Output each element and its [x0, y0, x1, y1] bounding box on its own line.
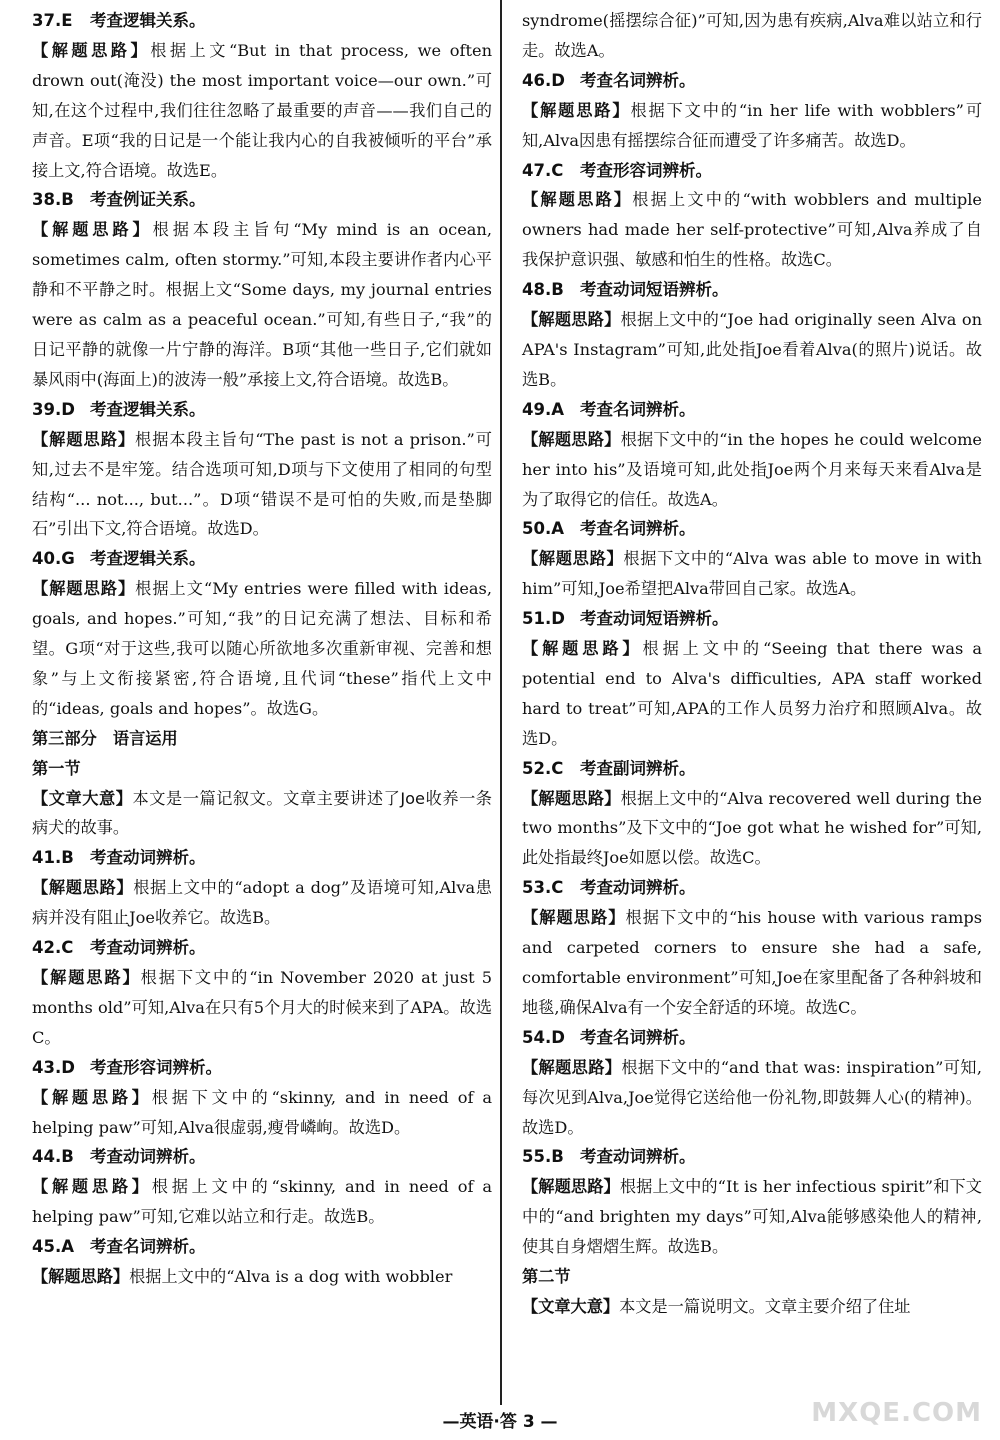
explanation-paragraph — [522, 1053, 982, 1143]
page-footer: —英语·答 3 — — [442, 1412, 558, 1432]
explanation-label: 【解题思路】 — [32, 220, 153, 240]
explanation-label: 【解题思路】 — [522, 429, 621, 449]
explanation-paragraph — [32, 963, 492, 1053]
question-topic: 考查动词辨析。 — [90, 1147, 206, 1167]
question-topic: 考查名词辨析。 — [580, 70, 696, 90]
explanation-label: 【解题思路】 — [32, 40, 151, 60]
explanation-label: 【解题思路】 — [522, 788, 621, 808]
explanation-paragraph — [32, 574, 492, 724]
explanation-label: 【解题思路】 — [522, 190, 633, 210]
explanation-text: 根据上文“My entries were filled with ideas, goals, and hopes.”可知,“我”的日记充满了想法、目标和希望。G项“对于这些,我可以随心所欲地多次重新审视、完善和想象”与上文衔接紧密,符合语境,且代词“these”指代上文中的“ideas, goals and hopes”。故选G。 — [32, 579, 493, 718]
explanation-text: 根据上文中的“with wobblers and multiple owners had made her self-protective”可知,Alva养成了自我保护意识强、敏感和怕生的性格。故选C。 — [522, 190, 983, 270]
question-topic: 考查名词辨析。 — [580, 399, 696, 419]
column-divider — [500, 0, 502, 1405]
question-topic: 考查名词辨析。 — [580, 519, 696, 539]
question-heading — [32, 544, 492, 574]
explanation-text: 根据上文中的“skinny, and in need of a helping paw”可知,它难以站立和行走。故选B。 — [32, 1177, 492, 1227]
explanation-text: 根据上文中的“Alva is a dog with wobbler — [129, 1267, 453, 1287]
question-heading — [32, 395, 492, 425]
explanation-paragraph — [32, 425, 492, 545]
question-heading — [522, 1142, 982, 1172]
question-heading — [522, 873, 982, 903]
explanation-paragraph — [522, 1172, 982, 1262]
explanation-text: 根据下文中的“in November 2020 at just 5 months old”可知,Alva在只有5个月大的时候来到了APA。故选C。 — [32, 968, 492, 1047]
explanation-text: 本文是一篇说明文。文章主要介绍了住址 — [619, 1296, 911, 1316]
explanation-paragraph — [522, 305, 982, 395]
question-heading — [32, 1142, 492, 1172]
question-heading — [522, 66, 982, 96]
question-topic: 考查动词辨析。 — [580, 1147, 696, 1167]
explanation-paragraph — [522, 903, 982, 1023]
explanation-text: 根据下文中的“and that was: inspiration”可知,每次见到Alva,Joe觉得它送给他一份礼物,即鼓舞人心(的精神)。故选D。 — [522, 1057, 982, 1137]
explanation-text: 根据上文中的“It is her infectious spirit”和下文中的“and brighten my days”可知,Alva能够感染他人的精神,使其自身熠熠生辉。故选B。 — [522, 1177, 982, 1257]
watermark-logo: MXQE.COM — [811, 1398, 982, 1428]
section-heading: 第二节 — [522, 1267, 571, 1287]
explanation-text: 根据上文中的“Seeing that there was a potential end to Alva's difficulties, APA staff worked hard to treat”可知,APA的工作人员努力治疗和照顾Alva。故选D。 — [522, 639, 983, 748]
explanation-label: 【解题思路】 — [32, 1267, 130, 1287]
question-number: 48.B — [522, 280, 564, 300]
section-heading: 第一节 — [32, 758, 81, 778]
question-number: 37.E — [32, 11, 73, 30]
explanation-text: 根据下文中的“Alva was able to move in with him”可知,Joe希望把Alva带回自己家。故选A。 — [522, 549, 982, 599]
explanation-label: 【解题思路】 — [522, 310, 621, 330]
question-topic: 考查动词短语辨析。 — [580, 280, 729, 300]
question-number: 41.B — [32, 848, 74, 868]
section-heading: 第三部分 语言运用 — [32, 728, 178, 748]
explanation-text: 根据上文中的“Joe had originally seen Alva on APA's Instagram”可知,此处指Joe看着Alva(的照片)说话。故选B。 — [522, 310, 982, 389]
explanation-paragraph — [522, 96, 982, 156]
question-topic: 考查例证关系。 — [90, 190, 206, 210]
explanation-label: 【解题思路】 — [522, 100, 631, 120]
question-number: 43.D — [32, 1057, 75, 1077]
question-heading — [32, 1232, 492, 1262]
question-heading — [522, 1023, 982, 1053]
question-heading — [32, 1053, 492, 1083]
question-number: 40.G — [32, 549, 75, 569]
explanation-label: 【解题思路】 — [32, 968, 141, 987]
question-number: 45.A — [32, 1237, 74, 1257]
question-topic: 考查逻辑关系。 — [90, 549, 206, 569]
explanation-text: 根据下文中的“in her life with wobblers”可知,Alva因患有摇摆综合征而遭受了许多痛苦。故选D。 — [522, 100, 983, 150]
explanation-paragraph — [522, 544, 982, 604]
explanation-label: 【解题思路】 — [522, 549, 624, 569]
explanation-text: syndrome(摇摆综合征)”可知,因为患有疾病,Alva难以站立和行走。故选A。 — [522, 11, 982, 60]
explanation-label: 【解题思路】 — [522, 1057, 622, 1077]
explanation-text: 本文是一篇记叙文。文章主要讲述了Joe收养一条病犬的故事。 — [32, 788, 492, 838]
question-number: 46.D — [522, 70, 565, 90]
question-number: 50.A — [522, 519, 564, 539]
explanation-text: 根据上文中的“Alva recovered well during the two months”及下文中的“Joe got what he wished for”可知,此处指最终Joe如愿以偿。故选C。 — [522, 788, 982, 868]
question-heading — [32, 6, 492, 36]
explanation-text: 根据上文中的“adopt a dog”及语境可知,Alva患病并没有阻止Joe收养它。故选B。 — [32, 878, 492, 928]
question-number: 54.D — [522, 1027, 565, 1047]
explanation-paragraph — [32, 36, 492, 186]
article-summary — [32, 784, 492, 844]
article-summary — [522, 1292, 982, 1322]
question-number: 55.B — [522, 1147, 564, 1167]
question-topic: 考查动词辨析。 — [580, 878, 696, 898]
question-topic: 考查逻辑关系。 — [90, 11, 206, 30]
question-heading — [522, 754, 982, 784]
explanation-paragraph — [522, 6, 982, 66]
question-number: 51.D — [522, 609, 565, 629]
question-number: 42.C — [32, 938, 74, 958]
left-column — [32, 6, 492, 1292]
explanation-text: 根据上文“But in that process, we often drown out(淹没) the most important voice—our own.”可知,在这个过程中,我们往往忽略了最重要的声音——我们自己的声音。E项“我的日记是一个能让我内心的自我被倾听的平台”承接上文,符合语境。故选E。 — [32, 40, 493, 180]
explanation-paragraph — [522, 784, 982, 874]
question-heading — [32, 843, 492, 873]
explanation-label: 【解题思路】 — [522, 1177, 620, 1197]
explanation-paragraph — [522, 185, 982, 275]
question-topic: 考查形容词辨析。 — [580, 160, 712, 180]
explanation-text: 根据下文中的“in the hopes he could welcome her into his”及语境可知,此处指Joe两个月来每天来看Alva是为了取得它的信任。故选A。 — [522, 429, 983, 509]
explanation-label: 【解题思路】 — [32, 429, 136, 449]
explanation-text: 根据下文中的“his house with various ramps and carpeted corners to ensure she had a safe, comfortable environment”可知,Joe在家里配备了各种斜坡和地毯,确保Alva有一个安全舒适的环境。故选C。 — [522, 908, 983, 1017]
question-heading — [522, 156, 982, 186]
question-topic: 考查名词辨析。 — [90, 1237, 206, 1257]
explanation-label: 【文章大意】 — [32, 788, 133, 808]
right-column — [522, 6, 982, 1322]
question-number: 47.C — [522, 160, 564, 180]
explanation-label: 【文章大意】 — [522, 1296, 620, 1316]
question-heading — [522, 604, 982, 634]
question-heading — [522, 275, 982, 305]
explanation-text: 根据本段主旨句“My mind is an ocean, sometimes calm, often stormy.”可知,本段主要讲作者内心平静和不平静之时。根据上文“Some days, my journal entries were as calm as a peaceful ocean.”可知,有些日子,“我”的日记平静的就像一片宁静的海洋。B项“其他一些日子,它们就如暴风雨中(海面上)的波涛一般”承接上文,符合语境。故选B。 — [32, 220, 492, 389]
question-number: 53.C — [522, 878, 564, 898]
question-topic: 考查动词辨析。 — [90, 938, 206, 958]
explanation-paragraph — [32, 873, 492, 933]
question-number: 44.B — [32, 1147, 74, 1167]
explanation-paragraph — [32, 1172, 492, 1232]
question-topic: 考查动词辨析。 — [90, 848, 206, 868]
question-number: 38.B — [32, 190, 74, 210]
question-number: 49.A — [522, 399, 564, 419]
question-number: 39.D — [32, 399, 75, 419]
explanation-label: 【解题思路】 — [32, 878, 134, 898]
explanation-label: 【解题思路】 — [522, 908, 626, 928]
question-heading — [32, 933, 492, 963]
explanation-paragraph — [32, 1262, 492, 1292]
question-topic: 考查形容词辨析。 — [90, 1057, 222, 1077]
explanation-paragraph — [522, 634, 982, 754]
question-topic: 考查逻辑关系。 — [90, 399, 206, 419]
explanation-text: 根据下文中的“skinny, and in need of a helping paw”可知,Alva很虚弱,瘦骨嶙峋。故选D。 — [32, 1087, 492, 1137]
question-number: 52.C — [522, 758, 564, 778]
question-heading — [522, 395, 982, 425]
explanation-paragraph — [32, 1083, 492, 1143]
question-topic: 考查名词辨析。 — [580, 1027, 696, 1047]
explanation-label: 【解题思路】 — [32, 1087, 152, 1107]
explanation-text: 根据本段主旨句“The past is not a prison.”可知,过去不是牢笼。结合选项可知,D项与下文使用了相同的句型结构“... not..., but...”。D项“错误不是可怕的失败,而是垫脚石”引出下文,符合语境。故选D。 — [32, 429, 492, 539]
explanation-paragraph — [522, 425, 982, 515]
explanation-label: 【解题思路】 — [32, 1177, 152, 1197]
question-topic: 考查副词辨析。 — [580, 758, 696, 778]
explanation-label: 【解题思路】 — [522, 639, 643, 659]
explanation-paragraph — [32, 215, 492, 394]
question-topic: 考查动词短语辨析。 — [580, 609, 729, 629]
question-heading — [522, 514, 982, 544]
explanation-label: 【解题思路】 — [32, 579, 136, 599]
question-heading — [32, 185, 492, 215]
